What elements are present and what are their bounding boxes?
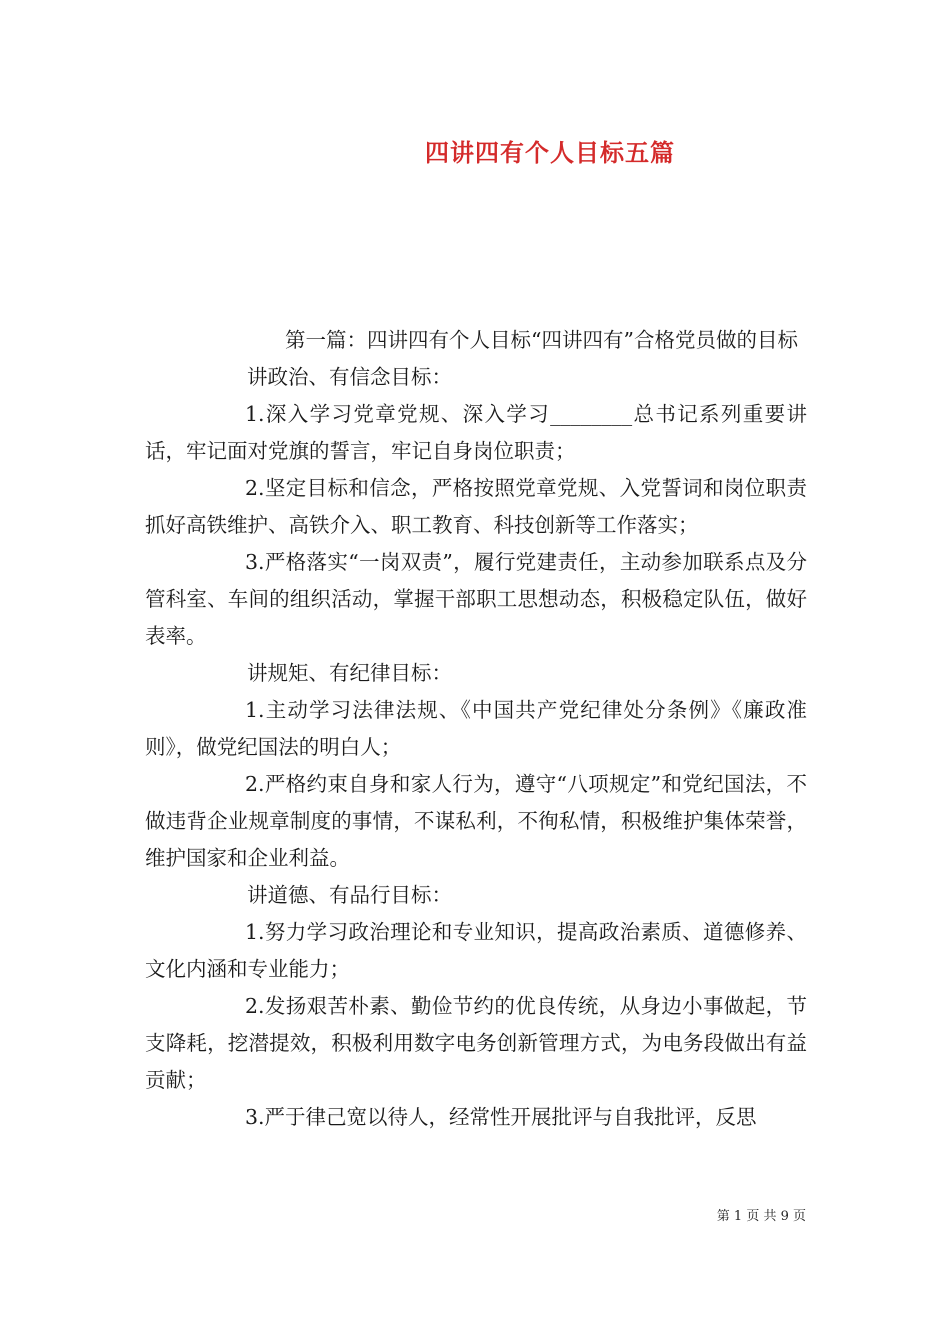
paragraph-section-politics: 讲政治、有信念目标：	[247, 365, 452, 389]
document-title: 四讲四有个人目标五篇	[425, 138, 675, 167]
paragraph-chapter-heading: 第一篇：四讲四有个人目标“四讲四有”合格党员做的目标	[285, 328, 798, 352]
paragraph-section-morality: 讲道德、有品行目标：	[247, 883, 452, 907]
paragraph-section-rules: 讲规矩、有纪律目标：	[247, 661, 452, 685]
paragraph-rules-item-1: 1.主动学习法律法规、《中国共产党纪律处分条例》《廉政准则》，做党纪国法的明白人；	[145, 698, 807, 759]
document-body	[145, 322, 807, 1136]
paragraph-politics-item-2: 2.坚定目标和信念，严格按照党章党规、入党誓词和岗位职责抓好高铁维护、高铁介入、职工教育、科技创新等工作落实；	[145, 476, 807, 537]
paragraph-rules-item-2: 2.严格约束自身和家人行为，遵守“八项规定”和党纪国法，不做违背企业规章制度的事情，不谋私利，不徇私情，积极维护集体荣誉，维护国家和企业利益。	[145, 772, 807, 870]
page-number-footer: 第 1 页 共 9 页	[716, 1209, 806, 1224]
paragraph-politics-item-1: 1.深入学习党章党规、深入学习________总书记系列重要讲话，牢记面对党旗的誓言，牢记自身岗位职责；	[145, 402, 807, 463]
paragraph-morality-item-2: 2.发扬艰苦朴素、勤俭节约的优良传统，从身边小事做起，节支降耗，挖潜提效，积极利用数字电务创新管理方式，为电务段做出有益贡献；	[145, 994, 807, 1092]
paragraph-morality-item-3: 3.严于律己宽以待人，经常性开展批评与自我批评，反思	[245, 1105, 757, 1129]
paragraph-politics-item-3: 3.严格落实“一岗双责”，履行党建责任，主动参加联系点及分管科室、车间的组织活动，掌握干部职工思想动态，积极稳定队伍，做好表率。	[145, 550, 807, 648]
paragraph-morality-item-1: 1.努力学习政治理论和专业知识，提高政治素质、道德修养、文化内涵和专业能力；	[145, 920, 807, 981]
